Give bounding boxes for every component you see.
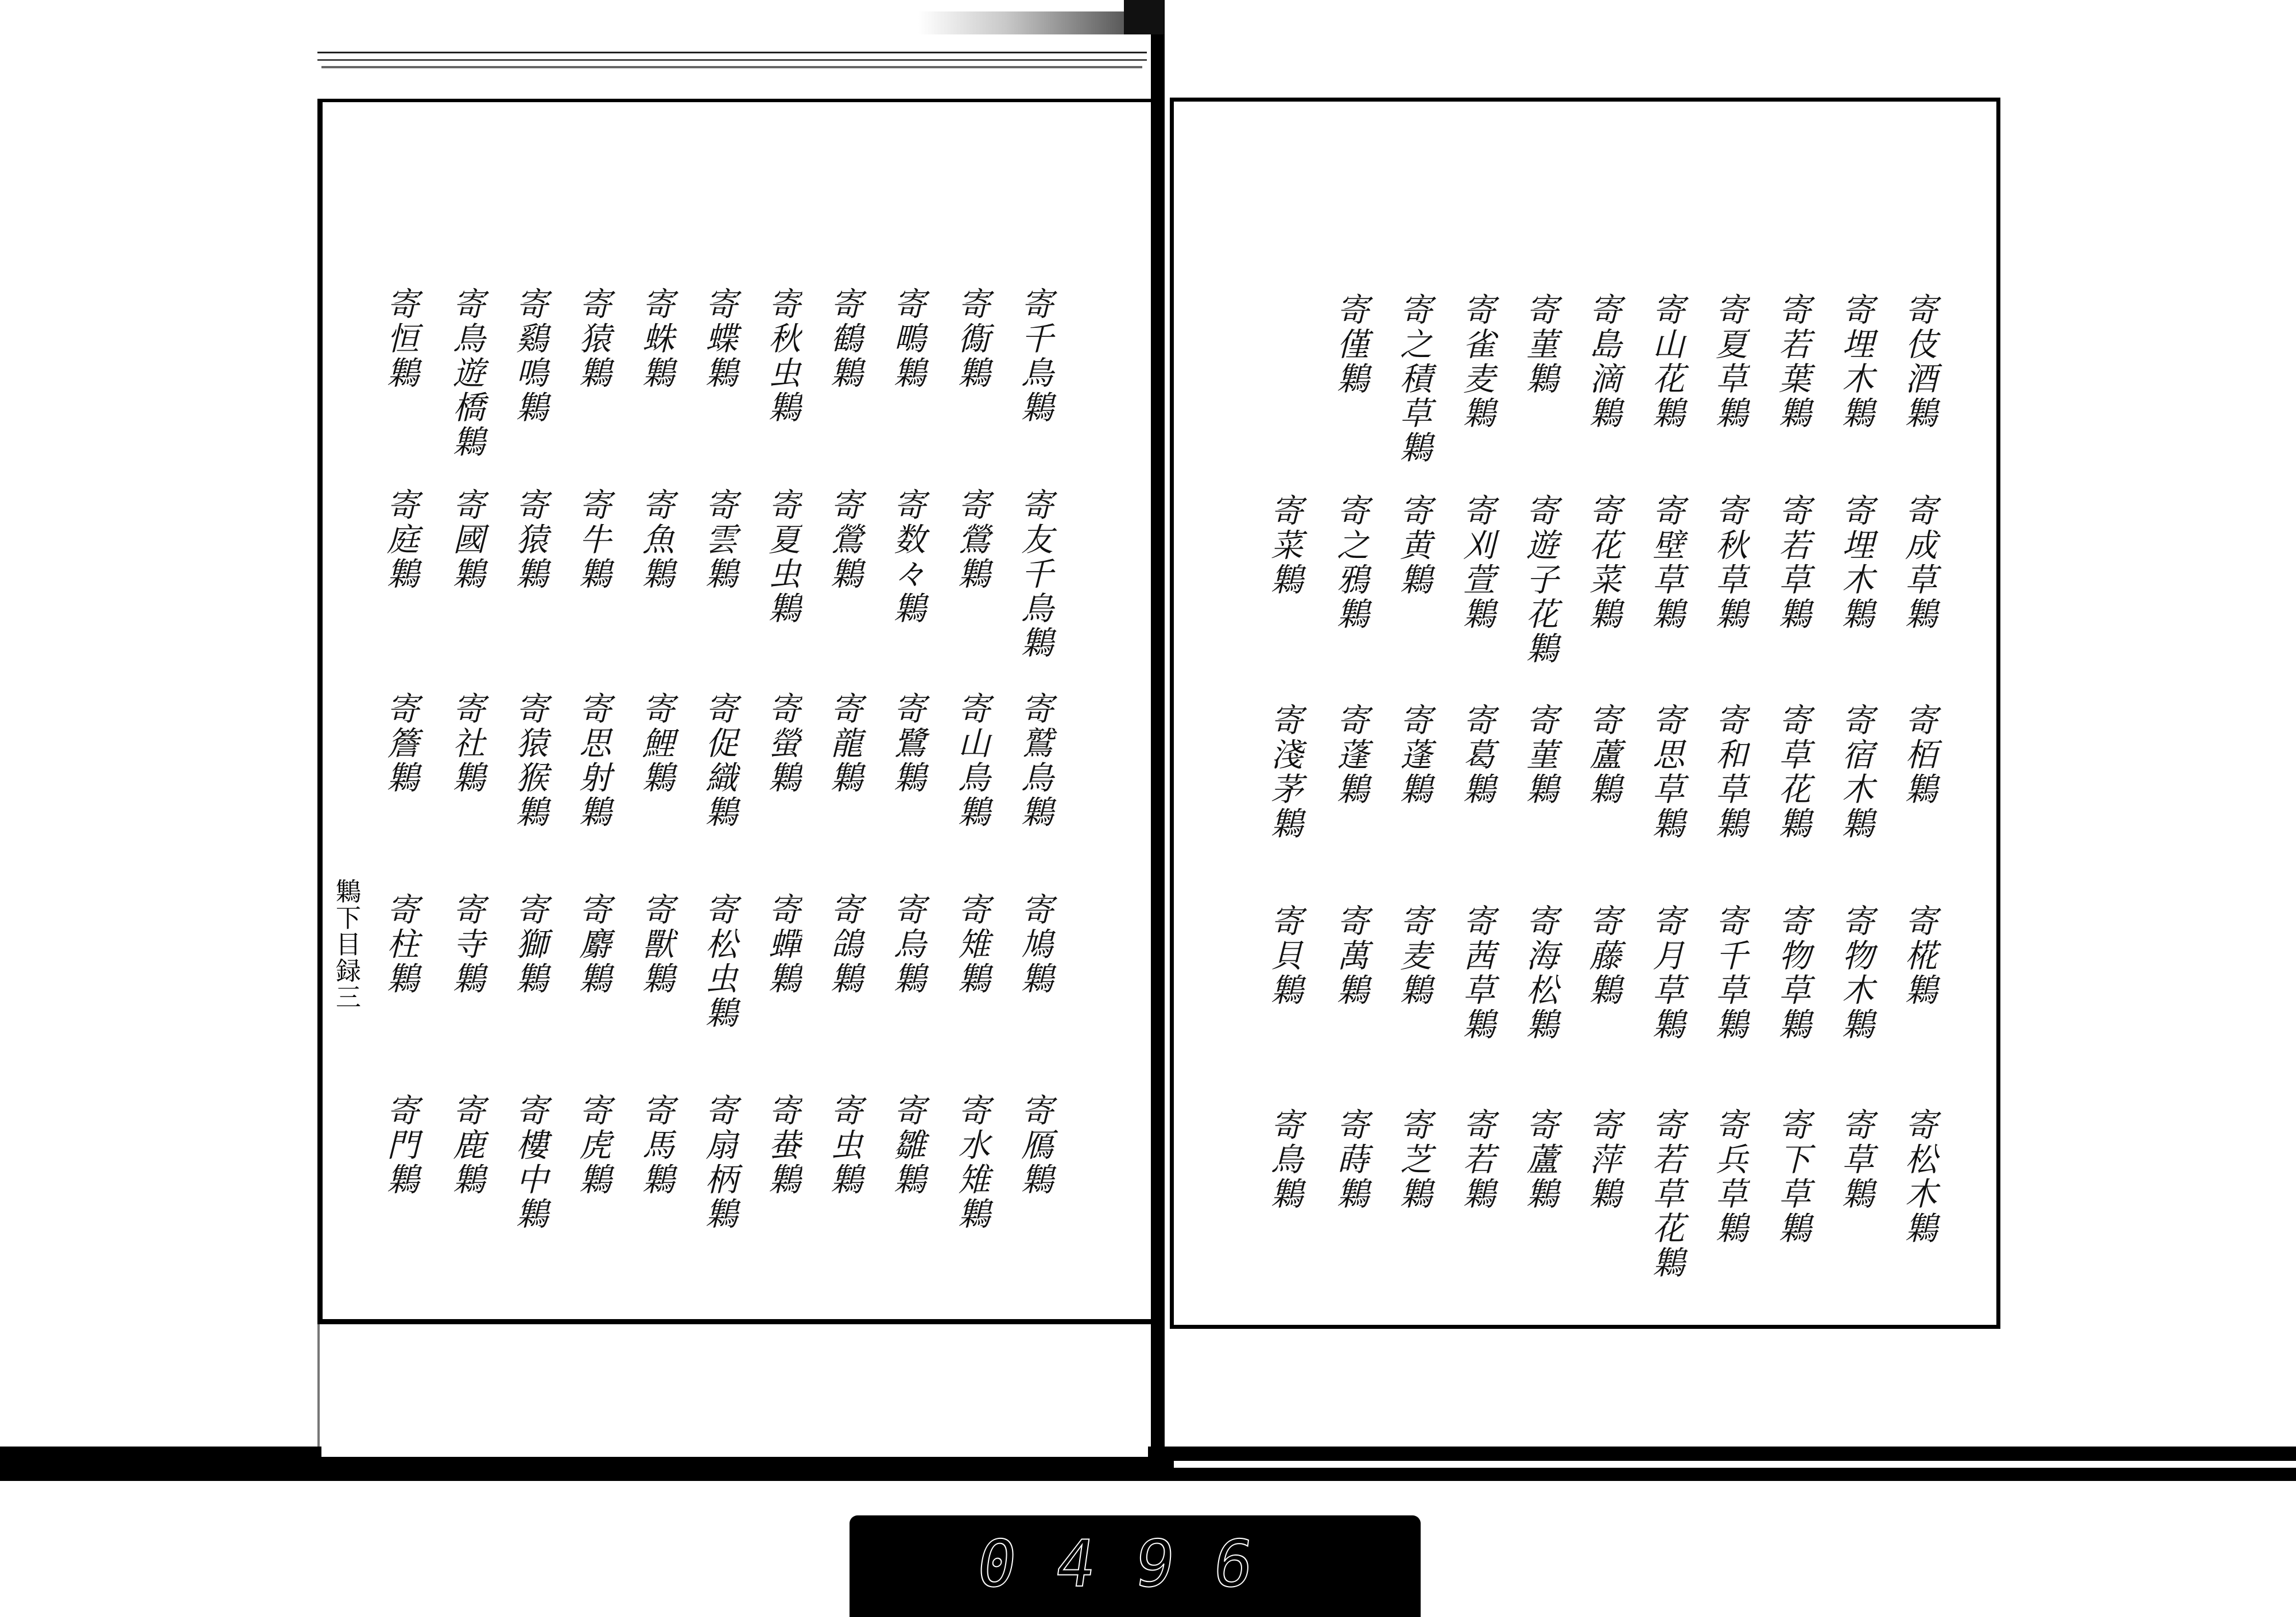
entry: 寄鴿𪆐	[825, 893, 863, 996]
entry: 寄鶯𪆐	[953, 488, 990, 591]
entry: 寄簷𪆐	[382, 692, 419, 795]
entry: 寄雲𪆐	[700, 488, 738, 591]
entry: 寄山鳥𪆐	[953, 692, 990, 829]
left-page-edge-lines	[317, 52, 1147, 61]
left-page-lower-margin	[317, 1323, 1152, 1449]
entry: 寄宿木𪆐	[1837, 703, 1874, 841]
entry: 寄獸𪆐	[637, 893, 674, 996]
entry: 寄伎酒𪆐	[1900, 293, 1937, 431]
entry: 寄黄𪆐	[1395, 494, 1432, 597]
entry: 寄螢𪆐	[763, 692, 801, 795]
entry: 寄之鴉𪆐	[1332, 494, 1369, 631]
entry: 寄物木𪆐	[1837, 904, 1874, 1042]
entry: 寄千草𪆐	[1711, 904, 1748, 1042]
entry: 寄遊子花𪆐	[1521, 494, 1558, 666]
entry: 寄鳩𪆐	[1016, 893, 1053, 996]
entry: 寄物草𪆐	[1774, 904, 1811, 1042]
entry: 寄促織𪆐	[700, 692, 738, 829]
entry: 寄鵆𪆐	[953, 287, 990, 390]
entry: 寄菫𪆐	[1521, 293, 1558, 396]
entry: 寄成草𪆐	[1900, 494, 1937, 631]
left-page-edge-line	[321, 66, 1142, 68]
entry: 寄夏草𪆐	[1711, 293, 1748, 431]
entry: 寄下草𪆐	[1774, 1108, 1811, 1246]
entry: 寄魚𪆐	[637, 488, 674, 591]
entry: 寄椛𪆐	[1900, 904, 1937, 1007]
entry: 寄蓬𪆐	[1332, 703, 1369, 806]
entry: 寄若草花𪆐	[1647, 1108, 1685, 1280]
entry: 寄蘆𪆐	[1521, 1108, 1558, 1211]
entry: 寄鹿𪆐	[448, 1093, 485, 1197]
entry: 寄貝𪆐	[1266, 904, 1303, 1007]
entry: 寄埋木𪆐	[1837, 293, 1874, 431]
entry: 寄水雉𪆐	[953, 1093, 990, 1231]
entry: 寄蝶𪆐	[700, 287, 738, 390]
entry: 寄烏𪆐	[889, 893, 926, 996]
entry: 寄思射𪆐	[574, 692, 611, 829]
archive-digit: 6	[1208, 1527, 1298, 1602]
entry: 寄松木𪆐	[1900, 1108, 1937, 1246]
entry: 寄猿𪆐	[511, 488, 548, 591]
entry: 寄恒𪆐	[382, 287, 419, 390]
entry: 寄鴈𪆐	[1016, 1093, 1053, 1197]
book-gutter	[1165, 11, 1170, 1458]
entry: 寄門𪆐	[382, 1093, 419, 1197]
entry: 寄鳥𪆐	[1266, 1108, 1303, 1211]
entry: 寄萬𪆐	[1332, 904, 1369, 1007]
entry: 寄壁草𪆐	[1647, 494, 1685, 631]
entry: 寄若草𪆐	[1774, 494, 1811, 631]
entry: 寄月草𪆐	[1647, 904, 1685, 1042]
entry: 寄花菜𪆐	[1584, 494, 1622, 631]
entry: 寄寺𪆐	[448, 893, 485, 996]
entry: 寄千鳥𪆐	[1016, 287, 1053, 425]
entry: 寄鷺𪆐	[889, 692, 926, 795]
entry: 寄秋虫𪆐	[763, 287, 801, 425]
entry: 寄鶯𪆐	[825, 488, 863, 591]
entry: 寄蘆𪆐	[1584, 703, 1622, 806]
entry: 寄柱𪆐	[382, 893, 419, 996]
entry: 寄草𪆐	[1837, 1108, 1874, 1211]
archive-digit: 0	[972, 1527, 1062, 1602]
right-page-bottom-edge	[1174, 1461, 2296, 1468]
entry: 寄葛𪆐	[1458, 703, 1495, 806]
entry: 寄友千鳥𪆐	[1016, 488, 1053, 660]
entry: 寄鷲鳥𪆐	[1016, 692, 1053, 829]
entry: 寄虫𪆐	[825, 1093, 863, 1197]
entry: 寄蛬𪆐	[763, 1093, 801, 1197]
entry: 寄島滴𪆐	[1584, 293, 1622, 431]
book-spine-top	[1124, 0, 1164, 34]
entry: 寄鶴𪆐	[825, 287, 863, 390]
entry: 寄海松𪆐	[1521, 904, 1558, 1042]
entry: 寄菫𪆐	[1521, 703, 1558, 806]
entry: 寄庭𪆐	[382, 488, 419, 591]
entry: 寄樓中𪆐	[511, 1093, 548, 1231]
entry: 寄山花𪆐	[1647, 293, 1685, 431]
entry: 寄猿𪆐	[574, 287, 611, 390]
entry: 寄雛𪆐	[889, 1093, 926, 1197]
entry: 寄蒔𪆐	[1332, 1108, 1369, 1211]
entry: 寄思草𪆐	[1647, 703, 1685, 841]
entry: 寄鯉𪆐	[637, 692, 674, 795]
entry: 寄馬𪆐	[637, 1093, 674, 1197]
entry: 寄龍𪆐	[825, 692, 863, 795]
entry: 寄猿猴𪆐	[511, 692, 548, 829]
entry: 寄夏虫𪆐	[763, 488, 801, 626]
entry: 寄萍𪆐	[1584, 1108, 1622, 1211]
entry: 寄扇柄𪆐	[700, 1093, 738, 1231]
entry: 寄鴫𪆐	[889, 287, 926, 390]
entry: 寄獅𪆐	[511, 893, 548, 996]
right-page-lower-margin	[1168, 1329, 2000, 1464]
entry: 寄蛛𪆐	[637, 287, 674, 390]
entry: 寄菜𪆐	[1266, 494, 1303, 597]
entry: 寄刈萱𪆐	[1458, 494, 1495, 631]
entry: 寄若𪆐	[1458, 1108, 1495, 1211]
entry: 寄僅𪆐	[1332, 293, 1369, 396]
entry: 寄芝𪆐	[1395, 1108, 1432, 1211]
entry: 寄和草𪆐	[1711, 703, 1748, 841]
entry: 寄雀麦𪆐	[1458, 293, 1495, 431]
entry: 寄草花𪆐	[1774, 703, 1811, 841]
entry: 寄藤𪆐	[1584, 904, 1622, 1007]
left-page-bottom-edge	[321, 1447, 1148, 1457]
archive-digit: 9	[1130, 1527, 1220, 1602]
entry: 寄國𪆐	[448, 488, 485, 591]
archive-number	[850, 1527, 1421, 1602]
section-label: 𪆐下目録三	[331, 878, 360, 1010]
entry: 寄埋木𪆐	[1837, 494, 1874, 631]
left-page-top-shadow	[918, 11, 1137, 34]
entry: 寄牛𪆐	[574, 488, 611, 591]
entry: 寄茜草𪆐	[1458, 904, 1495, 1042]
entry: 寄雉𪆐	[953, 893, 990, 996]
entry: 寄兵草𪆐	[1711, 1108, 1748, 1246]
entry: 寄蟬𪆐	[763, 893, 801, 996]
entry: 寄社𪆐	[448, 692, 485, 795]
entry: 寄松虫𪆐	[700, 893, 738, 1030]
entry: 寄数々𪆐	[889, 488, 926, 626]
entry: 寄蓬𪆐	[1395, 703, 1432, 806]
entry: 寄鳥遊橋𪆐	[448, 287, 485, 459]
book-spine	[1151, 0, 1165, 1469]
entry: 寄若葉𪆐	[1774, 293, 1811, 431]
entry: 寄鷄鳴𪆐	[511, 287, 548, 425]
entry: 寄之積草𪆐	[1395, 293, 1432, 465]
entry: 寄虎𪆐	[574, 1093, 611, 1197]
entry: 寄麝𪆐	[574, 893, 611, 996]
entry: 寄淺茅𪆐	[1266, 703, 1303, 841]
entry: 寄秋草𪆐	[1711, 494, 1748, 631]
entry: 寄麦𪆐	[1395, 904, 1432, 1007]
archive-digit: 4	[1050, 1527, 1141, 1602]
entry: 寄栢𪆐	[1900, 703, 1937, 806]
